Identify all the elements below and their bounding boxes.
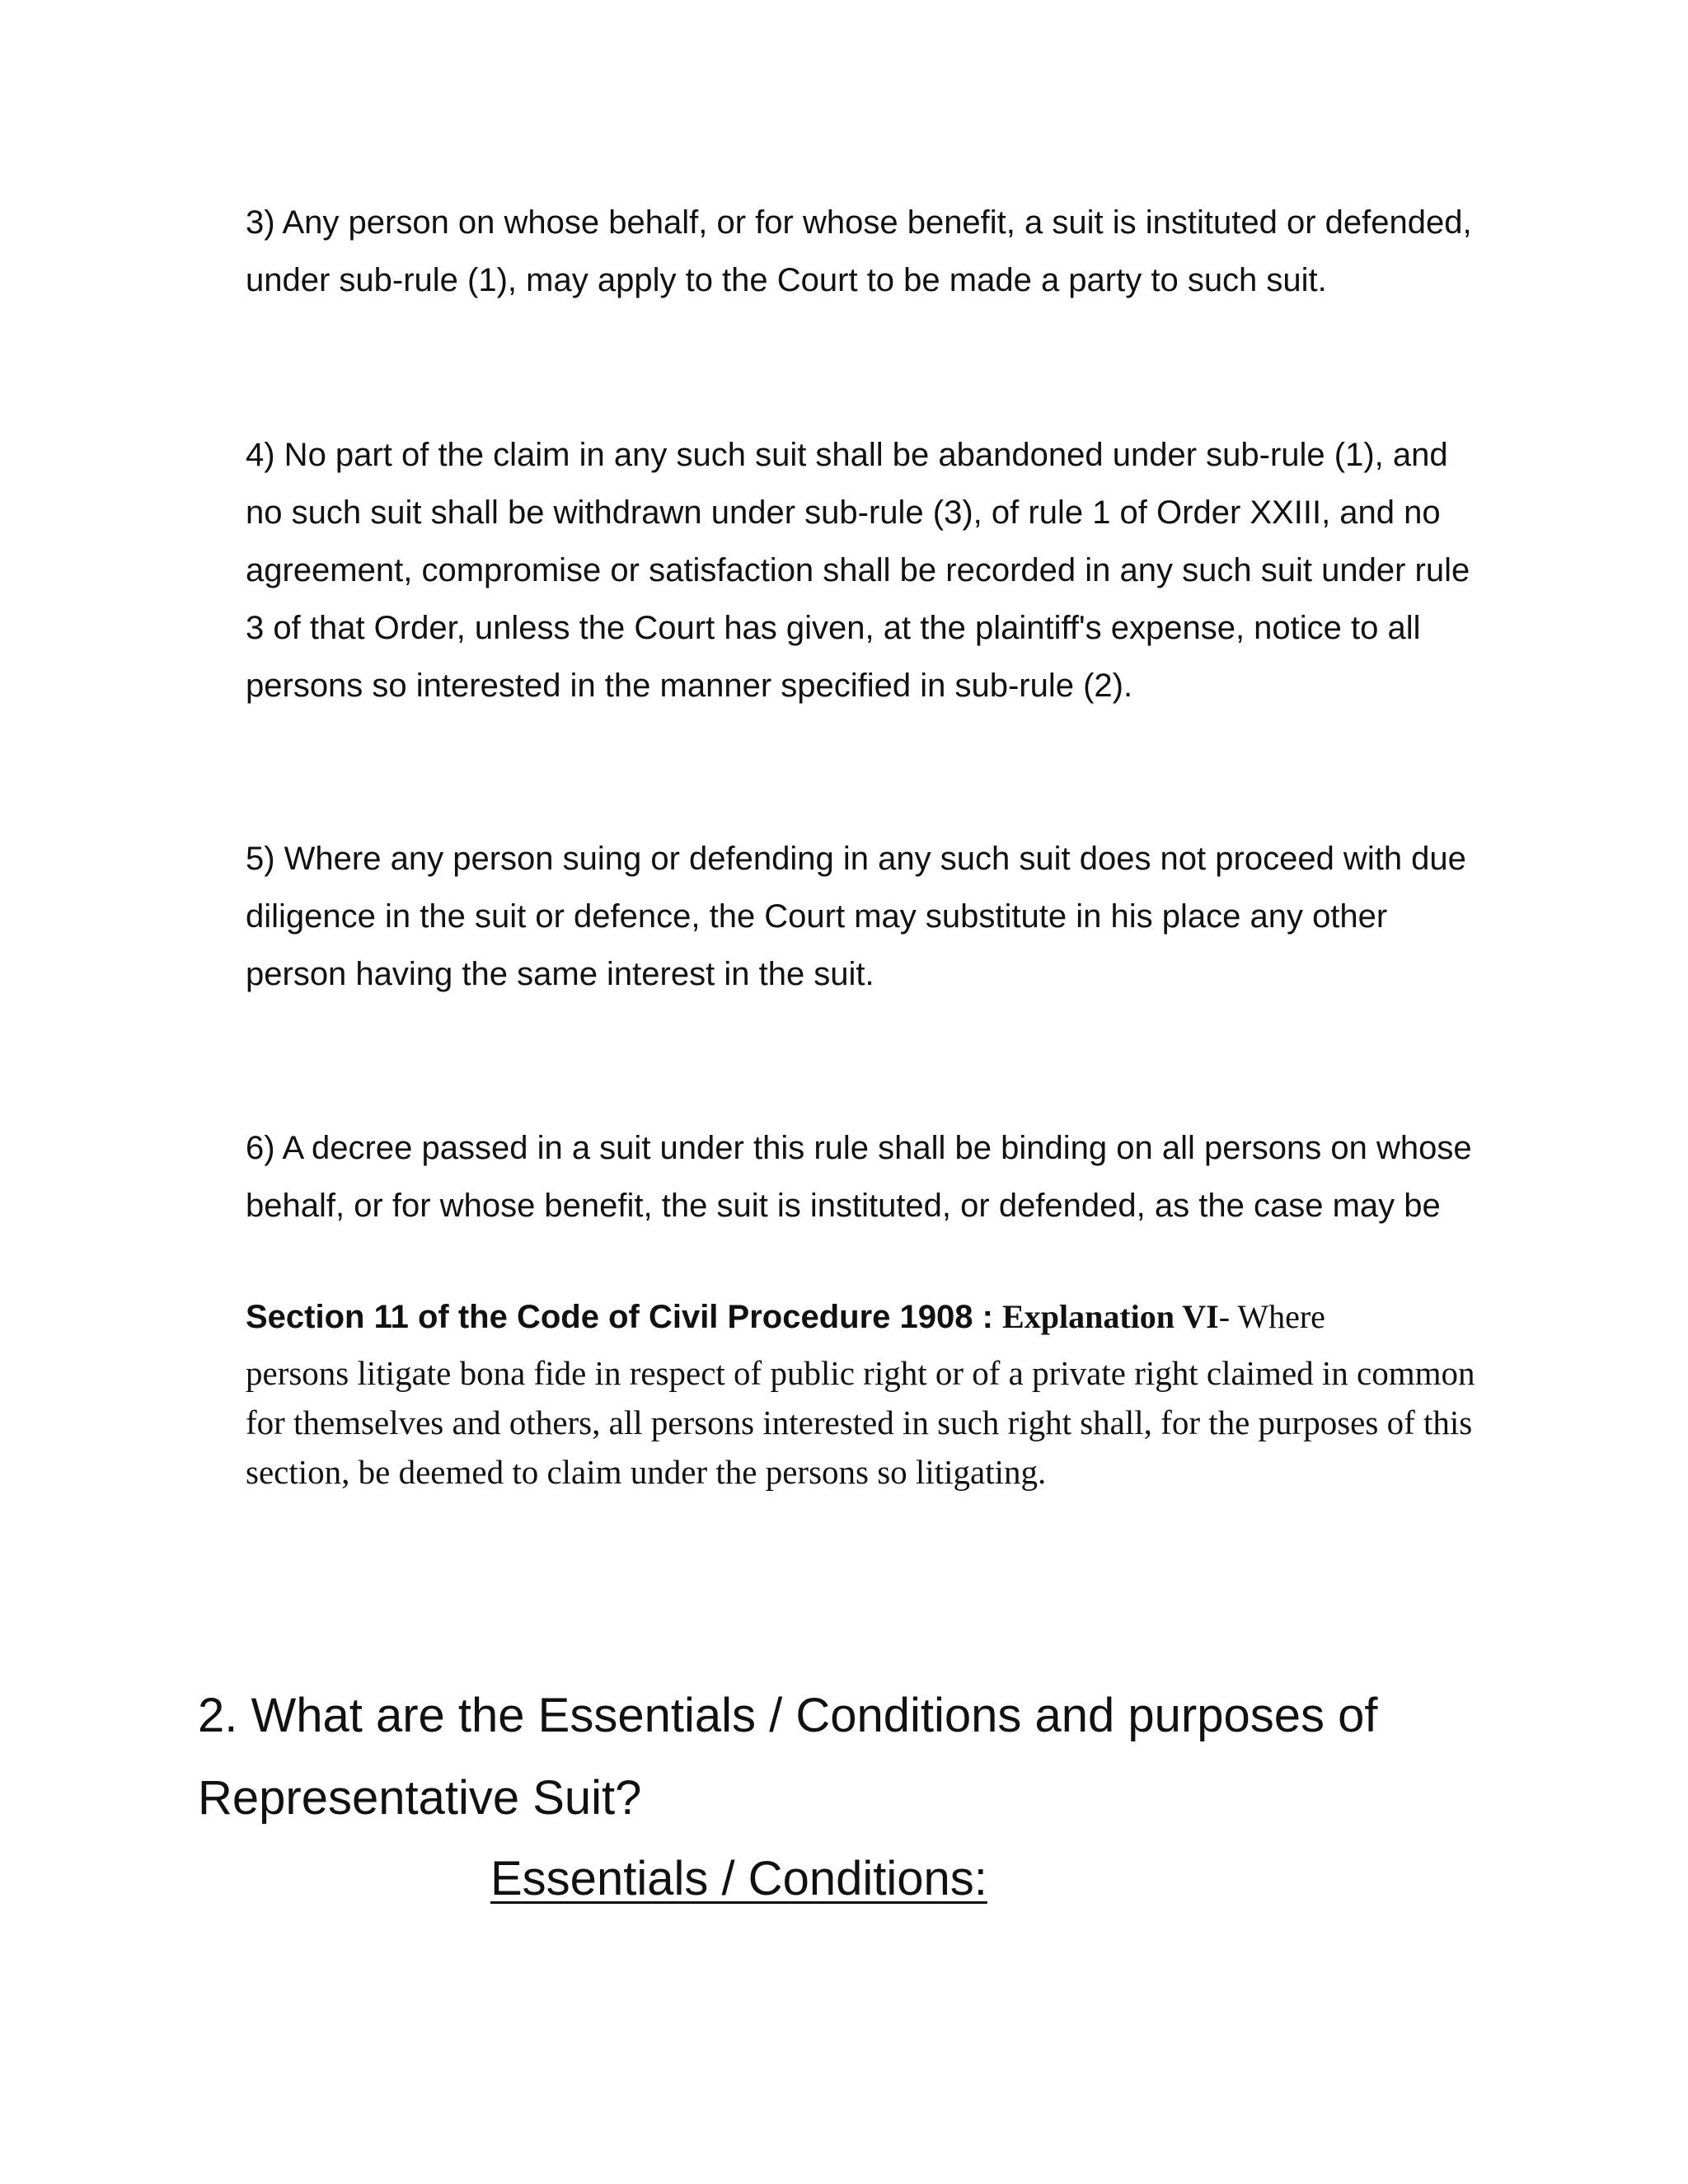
paragraph-sub-rule-6: 6) A decree passed in a suit under this rule shall be binding on all persons on whose behalf, or for whose benefit, the suit is instituted, or defended, as the case may be (246, 1130, 1472, 1224)
question-heading: 2. What are the Essentials / Conditions and purposes of Representative Suit? (198, 1689, 1378, 1825)
explanation-label: Explanation VI (1002, 1298, 1219, 1335)
paragraph-sub-rule-3: 3) Any person on whose behalf, or for whose benefit, a suit is instituted or defended, under sub-rule (1), may apply to the Court to be made a party to such suit. (246, 204, 1472, 298)
paragraph-sub-rule-5: 5) Where any person suing or defending in any such suit does not proceed with due diligence in the suit or defence, the Court may substitute in his place any other person having the same interest in the suit. (246, 841, 1466, 992)
section-11-line (246, 1292, 1490, 1342)
essentials-subheading: Essentials / Conditions: (490, 1852, 987, 1905)
explanation-body: persons litigate bona fide in respect of public right or of a private right claimed in common for themselves and others, all persons interested in such right shall, for the purposes of this section, be deemed to claim under the persons so litigating. (246, 1354, 1475, 1491)
paragraph-sub-rule-4: 4) No part of the claim in any such suit shall be abandoned under sub-rule (1), and no such suit shall be withdrawn under sub-rule (3), of rule 1 of Order XXIII, and no agreement, compromise or satisfaction shall be recorded in any such suit under rule 3 of that Order, unless the Court has given, at the plaintiff's expense, notice to all persons so interested in the manner specified in sub-rule (2). (246, 437, 1470, 704)
section-11-heading: Section 11 of the Code of Civil Procedure 1908 : (246, 1299, 1003, 1335)
explanation-lead: - Where (1218, 1298, 1325, 1335)
